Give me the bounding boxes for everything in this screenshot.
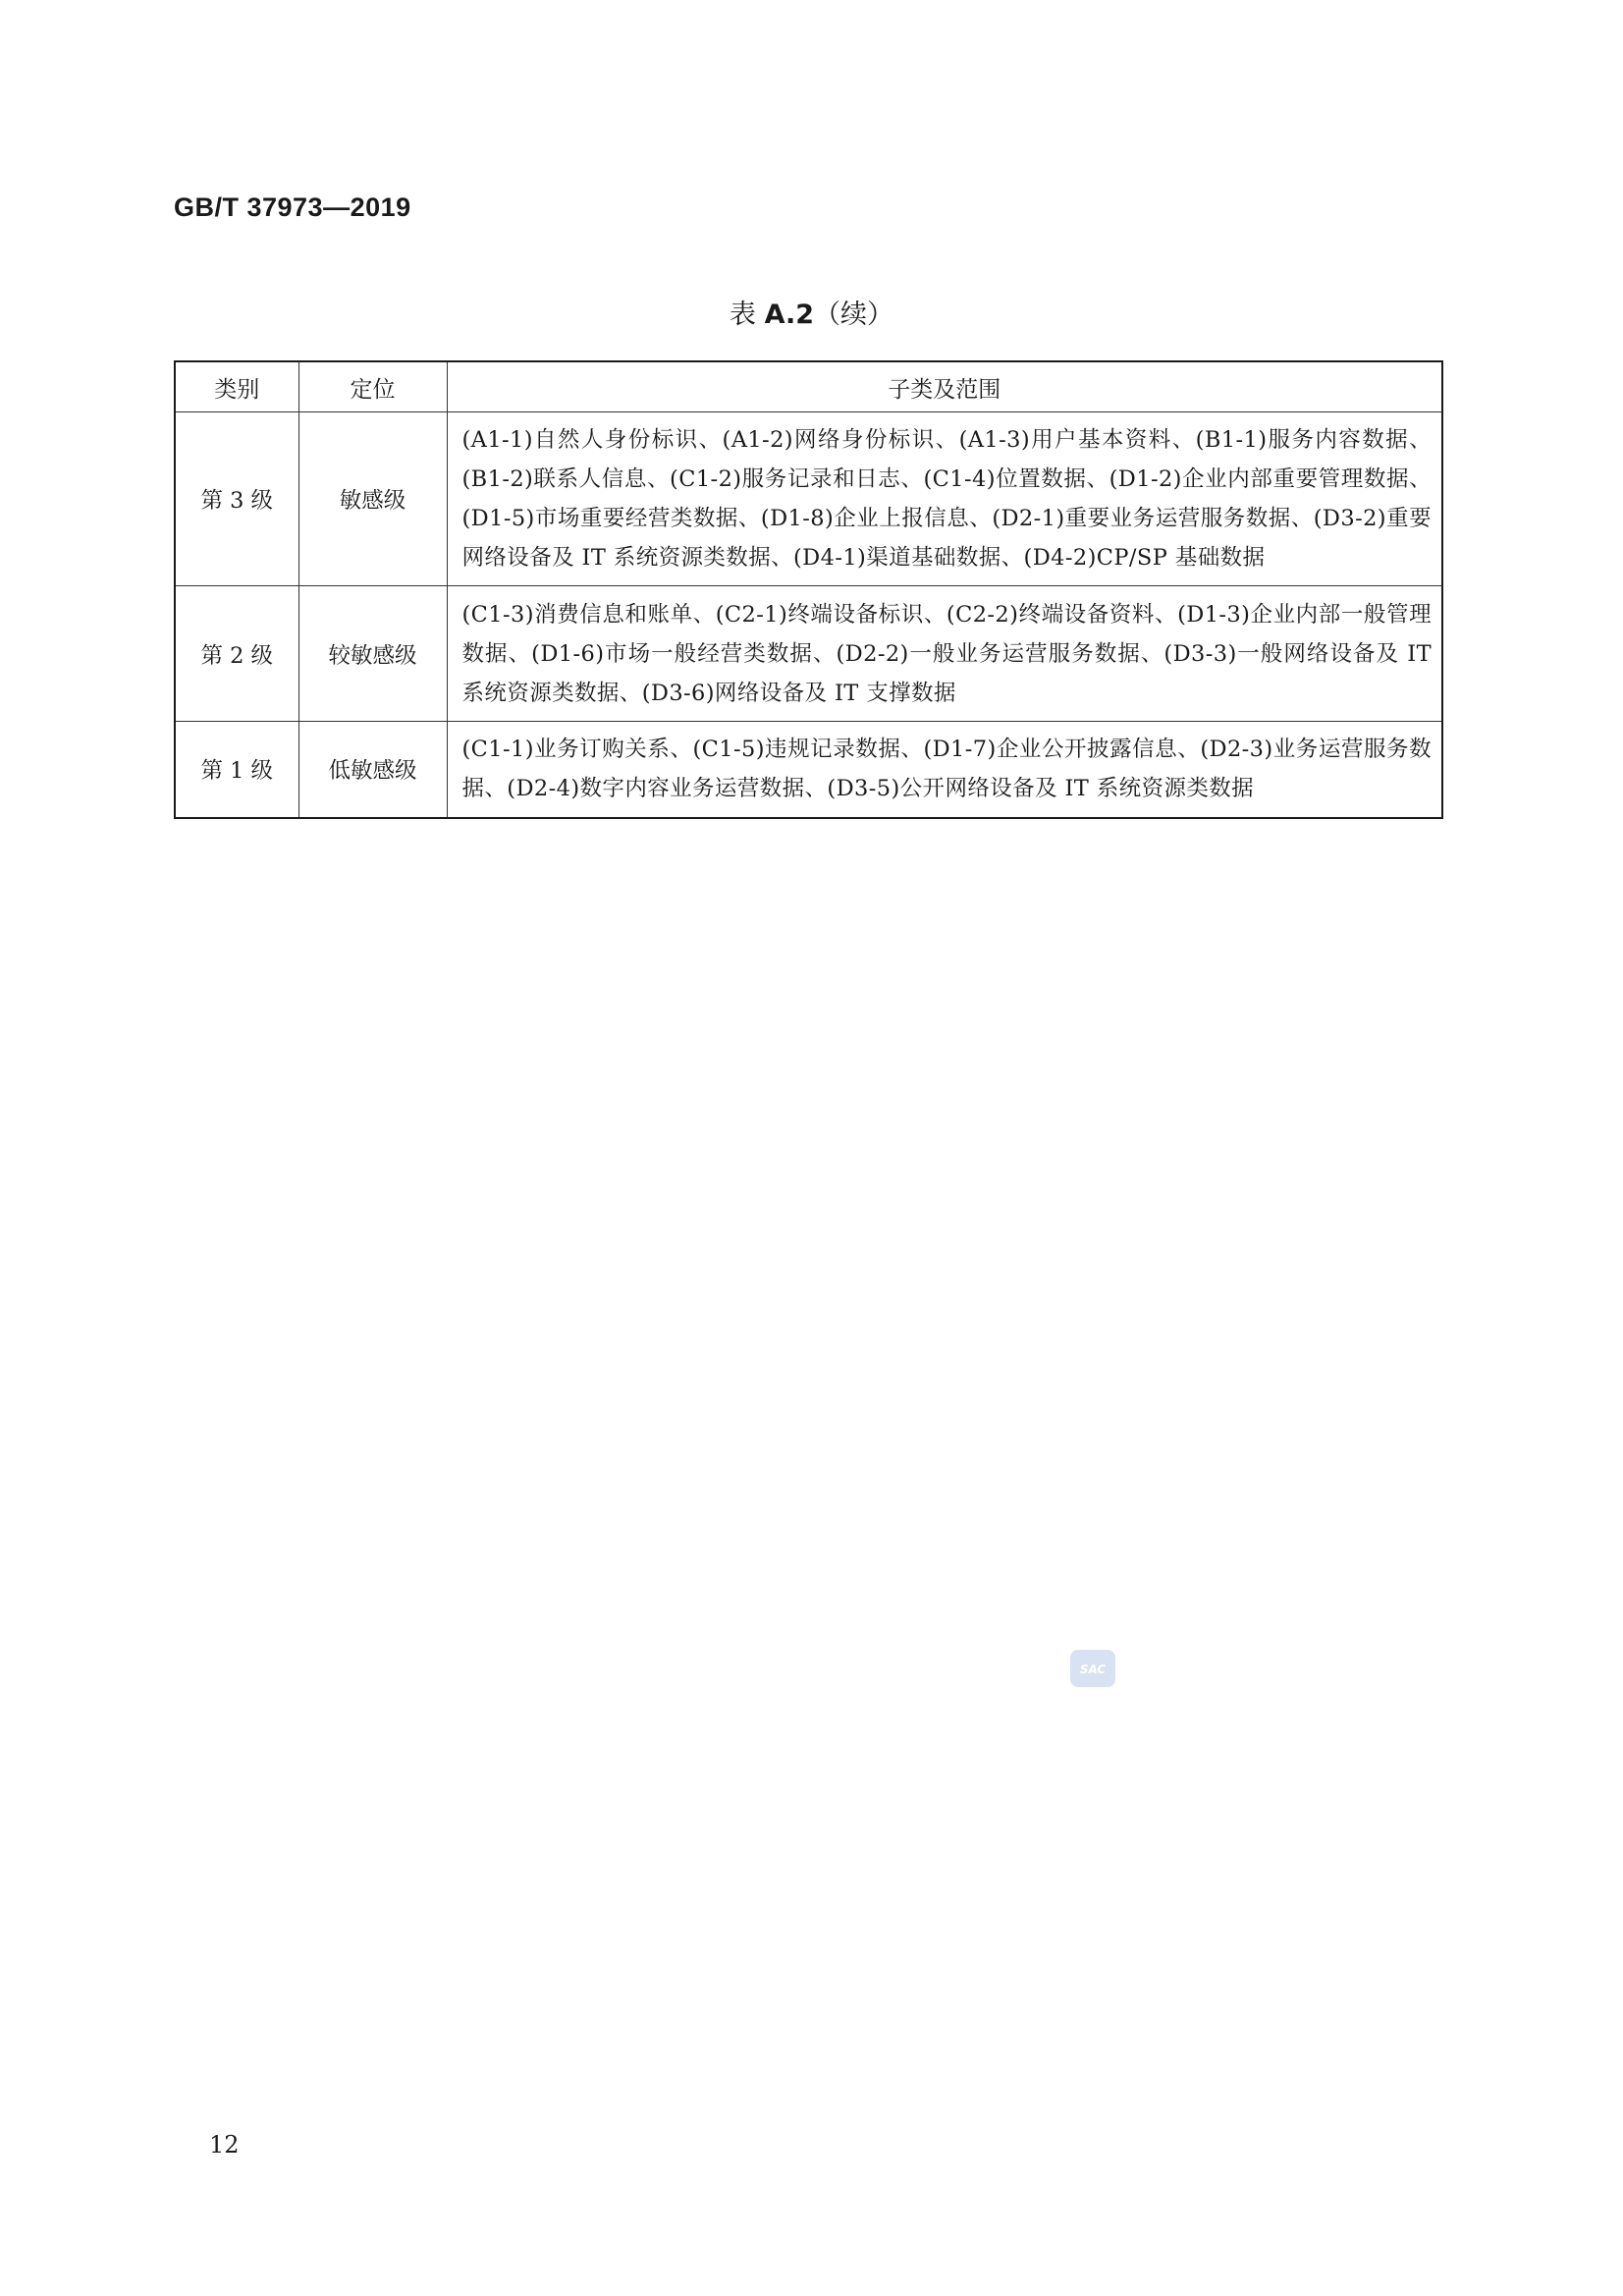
caption-label: 表 xyxy=(729,300,756,330)
category-cell: 第 1 级 xyxy=(175,722,298,818)
table-header-row xyxy=(175,361,1442,412)
sac-logo-icon xyxy=(1070,1650,1115,1687)
column-header-position: 定位 xyxy=(298,361,447,412)
caption-suffix: （续） xyxy=(814,300,894,330)
position-cell: 低敏感级 xyxy=(298,722,447,818)
watermark-text: SAC xyxy=(1079,1663,1107,1676)
category-cell: 第 3 级 xyxy=(175,412,298,586)
column-header-category: 类别 xyxy=(175,361,298,412)
caption-number: A.2 xyxy=(764,300,815,330)
position-cell: 较敏感级 xyxy=(298,586,447,722)
table-row xyxy=(175,412,1442,586)
category-cell: 第 2 级 xyxy=(175,586,298,722)
table-row xyxy=(175,722,1442,818)
scope-cell: (C1-1)业务订购关系、(C1-5)违规记录数据、(D1-7)企业公开披露信息、(D2-3)业务运营服务数据、(D2-4)数字内容业务运营数据、(D3-5)公开网络设备及 IT 系统资源类数据 xyxy=(447,722,1442,818)
standard-code: GB/T 37973—2019 xyxy=(174,192,411,222)
scope-cell: (A1-1)自然人身份标识、(A1-2)网络身份标识、(A1-3)用户基本资料、(B1-1)服务内容数据、(B1-2)联系人信息、(C1-2)服务记录和日志、(C1-4)位置数据、(D1-2)企业内部重要管理数据、(D1-5)市场重要经营类数据、(D1-8)企业上报信息、(D2-1)重要业务运营服务数据、(D3-2)重要网络设备及 IT 系统资源类数据、(D4-1)渠道基础数据、(D4-2)CP/SP 基础数据 xyxy=(447,412,1442,586)
table-row xyxy=(175,586,1442,722)
scope-cell: (C1-3)消费信息和账单、(C2-1)终端设备标识、(C2-2)终端设备资料、(D1-3)企业内部一般管理数据、(D1-6)市场一般经营类数据、(D2-2)一般业务运营服务数据、(D3-3)一般网络设备及 IT 系统资源类数据、(D3-6)网络设备及 IT 支撑数据 xyxy=(447,586,1442,722)
data-classification-table xyxy=(174,360,1443,819)
page-number: 12 xyxy=(209,2131,240,2159)
column-header-scope: 子类及范围 xyxy=(447,361,1442,412)
table-caption xyxy=(0,293,1623,331)
position-cell: 敏感级 xyxy=(298,412,447,586)
